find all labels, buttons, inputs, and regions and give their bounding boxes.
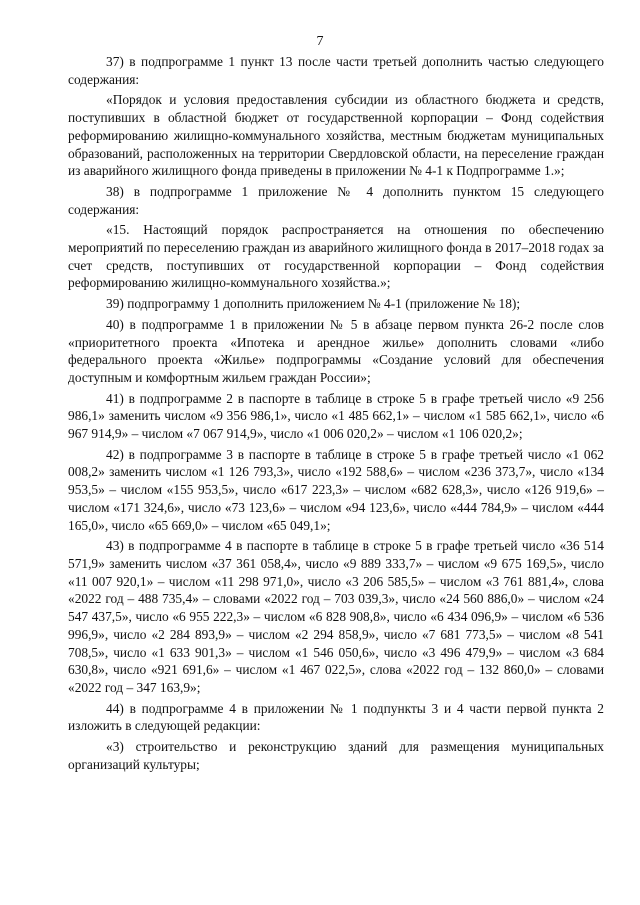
- page-number: 7: [316, 34, 324, 49]
- paragraph-38: 38) в подпрограмме 1 приложение № 4 дополнить пунктом 15 следующего содержания:: [68, 183, 604, 217]
- paragraph-37-quote: «Порядок и условия предоставления субсидии из областного бюджета и средств, поступивших в областной бюджет от государственной корпорации – Фонд содействия реформированию жилищно-коммунального хозяйства, местным бюджетам муниципальных образований, расположенных на территории Свердловской области, на переселение граждан из аварийного жилищного фонда приведены в приложении № 4-1 к Подпрограмме 1.»;: [68, 92, 604, 179]
- paragraph-41: 41) в подпрограмме 2 в паспорте в таблице в строке 5 в графе третьей число «9 256 986,1» заменить числом «9 356 986,1», число «1 485 662,1» – числом «1 585 662,1», число «6 967 914,9» – числом «7 067 914,9», число «1 006 020,2» – числом «1 106 020,2»;: [68, 390, 604, 442]
- paragraph-43: 43) в подпрограмме 4 в паспорте в таблице в строке 5 в графе третьей число «36 514 571,9» заменить числом «37 361 058,4», число «9 889 333,7» – числом «9 675 169,5», число «11 007 920,1» – числом «11 298 971,0», число «3 206 585,5» – числом «3 761 881,4», слова «2022 год – 488 735,4» – словами «2022 год – 703 039,3», число «24 560 886,0» – числом «24 547 437,5», число «6 955 222,3» – числом «6 828 908,8», число «6 434 096,9» – числом «6 536 996,9», число «2 284 893,9» – числом «2 294 858,9», число «7 681 773,5» – числом «8 541 708,5», число «1 633 901,3» – числом «1 546 050,6», число «3 496 479,9» – числом «3 684 630,8», число «921 691,6» – числом «1 467 022,5», слова «2022 год – 132 860,0» – словами «2022 год – 347 163,9»;: [68, 538, 604, 695]
- paragraph-42: 42) в подпрограмме 3 в паспорте в таблице в строке 5 в графе третьей число «1 062 008,2» заменить числом «1 126 793,3», число «192 588,6» – числом «236 373,7», число «134 953,5» – числом «155 953,5», число «617 223,3» – числом «682 628,3», число «126 919,6» – числом «171 324,6», число «73 123,6» – числом «94 123,6», число «444 784,9» – числом «444 165,0», число «65 669,0» – числом «65 049,1»;: [68, 446, 604, 533]
- paragraph-40: 40) в подпрограмме 1 в приложении № 5 в абзаце первом пункта 26-2 после слов «приоритетного проекта «Ипотека и арендное жилье» дополнить словами «либо федерального проекта «Жилье» подпрограммы «Создание условий для обеспечения доступным и комфортным жильем граждан России»;: [68, 316, 604, 385]
- paragraph-44-quote: «3) строительство и реконструкцию зданий для размещения муниципальных организаций культуры;: [68, 739, 604, 772]
- paragraph-37: 37) в подпрограмме 1 пункт 13 после части третьей дополнить частью следующего содержания:: [68, 54, 604, 87]
- paragraph-38-quote: «15. Настоящий порядок распространяется на отношения по обеспечению мероприятий по переселению граждан из аварийного жилищного фонда в 2017–2018 годах за счет средств, поступивших от государственной корпорации – Фонд содействия реформированию жилищно-коммунального хозяйства.»;: [68, 222, 604, 291]
- document-body: [68, 53, 604, 773]
- paragraph-39: 39) подпрограмму 1 дополнить приложением № 4-1 (приложение № 18);: [106, 296, 521, 312]
- paragraph-44: 44) в подпрограмме 4 в приложении № 1 подпункты 3 и 4 части первой пункта 2 изложить в следующей редакции:: [68, 700, 604, 734]
